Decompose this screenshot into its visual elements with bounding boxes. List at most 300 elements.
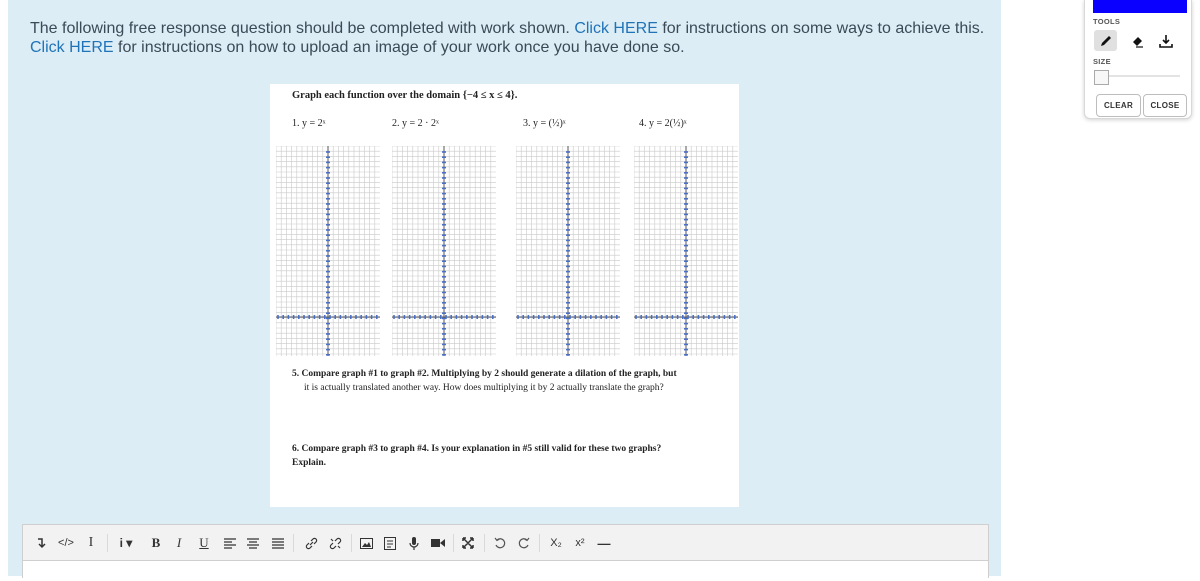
axis-tick <box>684 234 688 236</box>
axis-tick <box>684 312 688 314</box>
axis-tick <box>566 276 570 278</box>
axis-tick <box>326 281 330 283</box>
axis-tick <box>684 167 688 169</box>
axis-tick <box>684 214 688 216</box>
axis-tick <box>522 315 524 319</box>
axis-tick <box>566 229 570 231</box>
question-6 <box>292 442 661 470</box>
axis-tick <box>734 315 736 319</box>
toolbar-divider <box>484 534 485 552</box>
axis-tick <box>326 323 330 325</box>
axis-tick <box>326 328 330 330</box>
size-label: SIZE <box>1093 57 1111 66</box>
axis-tick <box>566 323 570 325</box>
axis-tick <box>445 315 447 319</box>
axis-tick <box>684 193 688 195</box>
axis-tick <box>684 188 688 190</box>
axis-tick <box>566 328 570 330</box>
undo-icon[interactable] <box>493 533 507 553</box>
axis-tick <box>456 315 458 319</box>
axis-tick <box>298 315 300 319</box>
superscript-button[interactable]: x² <box>575 537 585 549</box>
axis-tick <box>442 286 446 288</box>
axis-tick <box>566 214 570 216</box>
editor-toolbar <box>23 525 988 561</box>
axis-tick <box>566 198 570 200</box>
axis-tick <box>326 250 330 252</box>
axis-tick <box>566 172 570 174</box>
axis-tick <box>326 219 330 221</box>
axis-tick <box>566 307 570 309</box>
axis-tick <box>414 315 416 319</box>
axis-tick <box>326 229 330 231</box>
axis-tick <box>435 315 437 319</box>
source-code-icon[interactable]: </> <box>58 537 74 549</box>
axis-tick <box>684 349 688 351</box>
align-justify-icon[interactable] <box>271 533 285 553</box>
axis-tick <box>666 315 668 319</box>
axis-tick <box>566 250 570 252</box>
axis-tick <box>326 255 330 257</box>
axis-tick <box>442 255 446 257</box>
axis-tick <box>442 208 446 210</box>
toolbar-divider <box>351 534 352 552</box>
axis-tick <box>661 315 663 319</box>
axis-tick <box>677 315 679 319</box>
axis-tick <box>326 266 330 268</box>
axis-tick <box>442 349 446 351</box>
axis-tick <box>442 234 446 236</box>
eraser-icon[interactable] <box>1126 30 1149 51</box>
axis-tick <box>326 297 330 299</box>
axis-tick <box>566 245 570 247</box>
axis-tick <box>574 315 576 319</box>
axis-tick <box>684 255 688 257</box>
axis-tick <box>566 260 570 262</box>
axis-tick <box>326 188 330 190</box>
axis-tick <box>393 315 395 319</box>
axis-tick <box>326 156 330 158</box>
align-center-icon[interactable] <box>246 533 260 553</box>
axis-tick <box>590 315 592 319</box>
rich-text-editor <box>22 524 989 578</box>
axis-tick <box>566 354 570 356</box>
enter-icon[interactable] <box>34 533 48 553</box>
intro-text-2: for instructions on some ways to achieve this. <box>662 20 985 37</box>
axis-tick <box>682 315 684 319</box>
axis-tick <box>326 260 330 262</box>
axis-tick <box>442 354 446 356</box>
axis-tick <box>684 151 688 153</box>
axis-tick <box>566 286 570 288</box>
close-button[interactable]: CLOSE <box>1143 94 1187 117</box>
question-5-line-1: 5. Compare graph #1 to graph #2. Multiplying by 2 should generate a dilation of the graph, but <box>292 369 677 379</box>
axis-tick <box>566 156 570 158</box>
axis-tick <box>282 315 284 319</box>
axis-tick <box>684 266 688 268</box>
axis-tick <box>326 349 330 351</box>
axis-tick <box>559 315 561 319</box>
axis-tick <box>684 286 688 288</box>
axis-tick <box>326 344 330 346</box>
function-1-label: 1. y = 2ˣ <box>292 118 326 129</box>
axis-tick <box>326 292 330 294</box>
axis-tick <box>442 188 446 190</box>
unlink-icon[interactable] <box>328 533 342 553</box>
axis-tick <box>329 315 331 319</box>
axis-tick <box>566 177 570 179</box>
axis-tick <box>442 156 446 158</box>
axis-tick <box>442 250 446 252</box>
axis-tick <box>564 315 566 319</box>
axis-tick <box>684 245 688 247</box>
axis-tick <box>326 286 330 288</box>
axis-tick <box>442 182 446 184</box>
tools-label: TOOLS <box>1093 17 1121 26</box>
axis-tick <box>684 328 688 330</box>
axis-tick <box>708 315 710 319</box>
axis-tick <box>326 312 330 314</box>
axis-tick <box>326 271 330 273</box>
axis-tick <box>345 315 347 319</box>
axis-tick <box>713 315 715 319</box>
axis-tick <box>482 315 484 319</box>
axis-tick <box>442 240 446 242</box>
axis-tick <box>684 276 688 278</box>
axis-tick <box>566 297 570 299</box>
axis-tick <box>684 219 688 221</box>
axis-tick <box>684 177 688 179</box>
axis-tick <box>355 315 357 319</box>
axis-tick <box>326 193 330 195</box>
axis-tick <box>566 333 570 335</box>
function-4-label: 4. y = 2(½)ˣ <box>639 118 687 129</box>
axis-tick <box>326 182 330 184</box>
axis-tick <box>646 315 648 319</box>
axis-tick <box>684 203 688 205</box>
document-icon[interactable] <box>383 533 397 553</box>
axis-tick <box>350 315 352 319</box>
axis-tick <box>580 315 582 319</box>
microphone-icon[interactable] <box>407 533 421 553</box>
axis-tick <box>566 219 570 221</box>
axis-tick <box>692 315 694 319</box>
axis-tick <box>698 315 700 319</box>
graph-4-grid <box>634 146 738 356</box>
axis-tick <box>684 354 688 356</box>
axis-tick <box>442 229 446 231</box>
axis-tick <box>729 315 731 319</box>
intro-line-1 <box>30 19 990 38</box>
axis-tick <box>656 315 658 319</box>
bold-button[interactable]: B <box>151 535 161 550</box>
graph-1-grid <box>276 146 380 356</box>
axis-tick <box>430 315 432 319</box>
axis-tick <box>684 333 688 335</box>
question-6-line-1: 6. Compare graph #3 to graph #4. Is your explanation in #5 still valid for these two graphs? <box>292 444 662 454</box>
axis-tick <box>326 276 330 278</box>
axis-tick <box>326 203 330 205</box>
axis-tick <box>566 255 570 257</box>
toolbar-divider <box>539 534 540 552</box>
axis-tick <box>360 315 362 319</box>
axis-tick <box>442 276 446 278</box>
worksheet-title: Graph each function over the domain {−4 ≤ x ≤ 4}. <box>292 90 518 101</box>
axis-tick <box>566 208 570 210</box>
text-cursor-icon[interactable]: I <box>88 535 94 550</box>
graph-3-grid <box>516 146 620 356</box>
axis-tick <box>326 302 330 304</box>
question-5-line-2: it is actually translated another way. How does multiplying it by 2 actually translate the graph? <box>304 383 664 393</box>
redo-icon[interactable] <box>517 533 531 553</box>
axis-tick <box>466 315 468 319</box>
axis-tick <box>611 315 613 319</box>
axis-tick <box>566 266 570 268</box>
axis-tick <box>684 344 688 346</box>
axis-tick <box>314 315 316 319</box>
axis-tick <box>326 151 330 153</box>
axis-tick <box>308 315 310 319</box>
axis-tick <box>326 177 330 179</box>
axis-tick <box>471 315 473 319</box>
axis-tick <box>326 333 330 335</box>
axis-tick <box>684 224 688 226</box>
axis-tick <box>684 229 688 231</box>
axis-tick <box>442 271 446 273</box>
horizontal-rule-button[interactable]: — <box>597 535 611 551</box>
axis-tick <box>684 338 688 340</box>
axis-tick <box>651 315 653 319</box>
axis-tick <box>442 203 446 205</box>
axis-tick <box>326 338 330 340</box>
axis-tick <box>442 292 446 294</box>
size-slider-track[interactable] <box>1108 75 1180 77</box>
axis-tick <box>538 315 540 319</box>
align-left-icon[interactable] <box>223 533 237 553</box>
axis-tick <box>442 297 446 299</box>
axis-tick <box>442 260 446 262</box>
axis-tick <box>566 312 570 314</box>
axis-tick <box>684 240 688 242</box>
axis-tick <box>606 315 608 319</box>
axis-tick <box>718 315 720 319</box>
axis-tick <box>566 344 570 346</box>
clear-button[interactable]: CLEAR <box>1096 94 1141 117</box>
axis-tick <box>442 312 446 314</box>
axis-tick <box>442 281 446 283</box>
pencil-icon[interactable] <box>1094 30 1117 51</box>
toolbar-divider <box>453 534 454 552</box>
pen-color-swatch[interactable] <box>1093 0 1187 13</box>
axis-tick <box>566 240 570 242</box>
axis-tick <box>517 315 519 319</box>
axis-tick <box>442 344 446 346</box>
axis-tick <box>687 315 689 319</box>
axis-tick <box>684 208 688 210</box>
axis-tick <box>684 297 688 299</box>
axis-tick <box>319 315 321 319</box>
axis-tick <box>548 315 550 319</box>
axis-tick <box>324 315 326 319</box>
axis-tick <box>442 333 446 335</box>
axis-tick <box>442 151 446 153</box>
axis-tick <box>442 193 446 195</box>
axis-tick <box>371 315 373 319</box>
axis-tick <box>566 302 570 304</box>
axis-tick <box>366 315 368 319</box>
axis-tick <box>724 315 726 319</box>
axis-tick <box>554 315 556 319</box>
axis-tick <box>326 234 330 236</box>
axis-tick <box>442 177 446 179</box>
axis-tick <box>566 182 570 184</box>
axis-tick <box>684 198 688 200</box>
question-6-line-2: Explain. <box>292 458 327 468</box>
download-icon[interactable] <box>1154 30 1177 51</box>
axis-tick <box>528 315 530 319</box>
intro-text <box>30 19 990 57</box>
axis-tick <box>566 271 570 273</box>
link-icon[interactable] <box>304 533 318 553</box>
italic-button[interactable]: I <box>176 535 182 550</box>
axis-tick <box>566 203 570 205</box>
axis-tick <box>442 323 446 325</box>
axis-tick <box>684 162 688 164</box>
axis-tick <box>450 315 452 319</box>
axis-tick <box>424 315 426 319</box>
axis-tick <box>334 315 336 319</box>
axis-tick <box>326 224 330 226</box>
axis-tick <box>326 172 330 174</box>
subscript-button[interactable]: X₂ <box>550 537 562 549</box>
axis-tick <box>566 193 570 195</box>
axis-tick <box>442 219 446 221</box>
axis-tick <box>684 302 688 304</box>
axis-tick <box>566 338 570 340</box>
axis-tick <box>376 315 378 319</box>
axis-tick <box>442 167 446 169</box>
axis-tick <box>684 323 688 325</box>
axis-tick <box>326 240 330 242</box>
axis-tick <box>288 315 290 319</box>
axis-tick <box>442 224 446 226</box>
axis-tick <box>277 315 279 319</box>
video-icon[interactable] <box>431 533 445 553</box>
axis-tick <box>404 315 406 319</box>
axis-tick <box>566 292 570 294</box>
axis-tick <box>566 349 570 351</box>
axis-tick <box>684 182 688 184</box>
toolbar-divider <box>293 534 294 552</box>
axis-tick <box>703 315 705 319</box>
axis-tick <box>566 224 570 226</box>
axis-tick <box>398 315 400 319</box>
axis-tick <box>600 315 602 319</box>
toolbar-divider <box>107 534 108 552</box>
axis-tick <box>440 315 442 319</box>
axis-tick <box>566 188 570 190</box>
underline-button[interactable]: U <box>199 535 209 550</box>
axis-tick <box>442 245 446 247</box>
axis-tick <box>326 167 330 169</box>
axis-tick <box>442 162 446 164</box>
axis-tick <box>326 245 330 247</box>
axis-tick <box>672 315 674 319</box>
axis-tick <box>487 315 489 319</box>
graph-2-grid <box>392 146 496 356</box>
axis-tick <box>442 338 446 340</box>
axis-tick <box>566 234 570 236</box>
axis-tick <box>442 214 446 216</box>
axis-tick <box>595 315 597 319</box>
function-2-label: 2. y = 2 · 2ˣ <box>392 118 439 129</box>
italic-menu-button[interactable]: i ▾ <box>119 536 133 550</box>
axis-tick <box>326 162 330 164</box>
drawing-tools-panel <box>1084 0 1192 119</box>
axis-tick <box>569 315 571 319</box>
axis-tick <box>419 315 421 319</box>
axis-tick <box>566 151 570 153</box>
axis-tick <box>303 315 305 319</box>
axis-tick <box>684 281 688 283</box>
axis-tick <box>566 167 570 169</box>
axis-tick <box>566 162 570 164</box>
axis-tick <box>442 172 446 174</box>
axis-tick <box>326 208 330 210</box>
axis-tick <box>442 307 446 309</box>
intro-text-1: The following free response question should be completed with work shown. <box>30 20 570 37</box>
upload-instructions-link[interactable]: Click HERE <box>30 39 114 56</box>
axis-tick <box>326 214 330 216</box>
size-slider-thumb[interactable] <box>1094 70 1109 85</box>
fullscreen-icon[interactable] <box>461 533 475 553</box>
axis-tick <box>684 307 688 309</box>
axis-tick <box>635 315 637 319</box>
instructions-link[interactable]: Click HERE <box>574 20 658 37</box>
axis-tick <box>616 315 618 319</box>
answer-text-area[interactable] <box>23 561 988 581</box>
axis-tick <box>442 266 446 268</box>
axis-tick <box>326 307 330 309</box>
intro-text-3: for instructions on how to upload an image of your work once you have done so. <box>118 39 685 56</box>
axis-tick <box>640 315 642 319</box>
axis-tick <box>533 315 535 319</box>
axis-tick <box>326 198 330 200</box>
axis-tick <box>492 315 494 319</box>
axis-tick <box>585 315 587 319</box>
axis-tick <box>442 302 446 304</box>
axis-tick <box>293 315 295 319</box>
axis-tick <box>442 198 446 200</box>
axis-tick <box>442 328 446 330</box>
question-5 <box>292 367 677 395</box>
axis-tick <box>684 271 688 273</box>
worksheet-image <box>270 84 739 507</box>
axis-tick <box>340 315 342 319</box>
image-icon[interactable] <box>359 533 373 553</box>
axis-tick <box>461 315 463 319</box>
function-3-label: 3. y = (½)ˣ <box>523 118 566 129</box>
axis-tick <box>684 156 688 158</box>
axis-tick <box>543 315 545 319</box>
axis-tick <box>409 315 411 319</box>
intro-line-2 <box>30 38 990 57</box>
axis-tick <box>326 354 330 356</box>
axis-tick <box>566 281 570 283</box>
axis-tick <box>684 260 688 262</box>
axis-tick <box>684 172 688 174</box>
axis-tick <box>476 315 478 319</box>
